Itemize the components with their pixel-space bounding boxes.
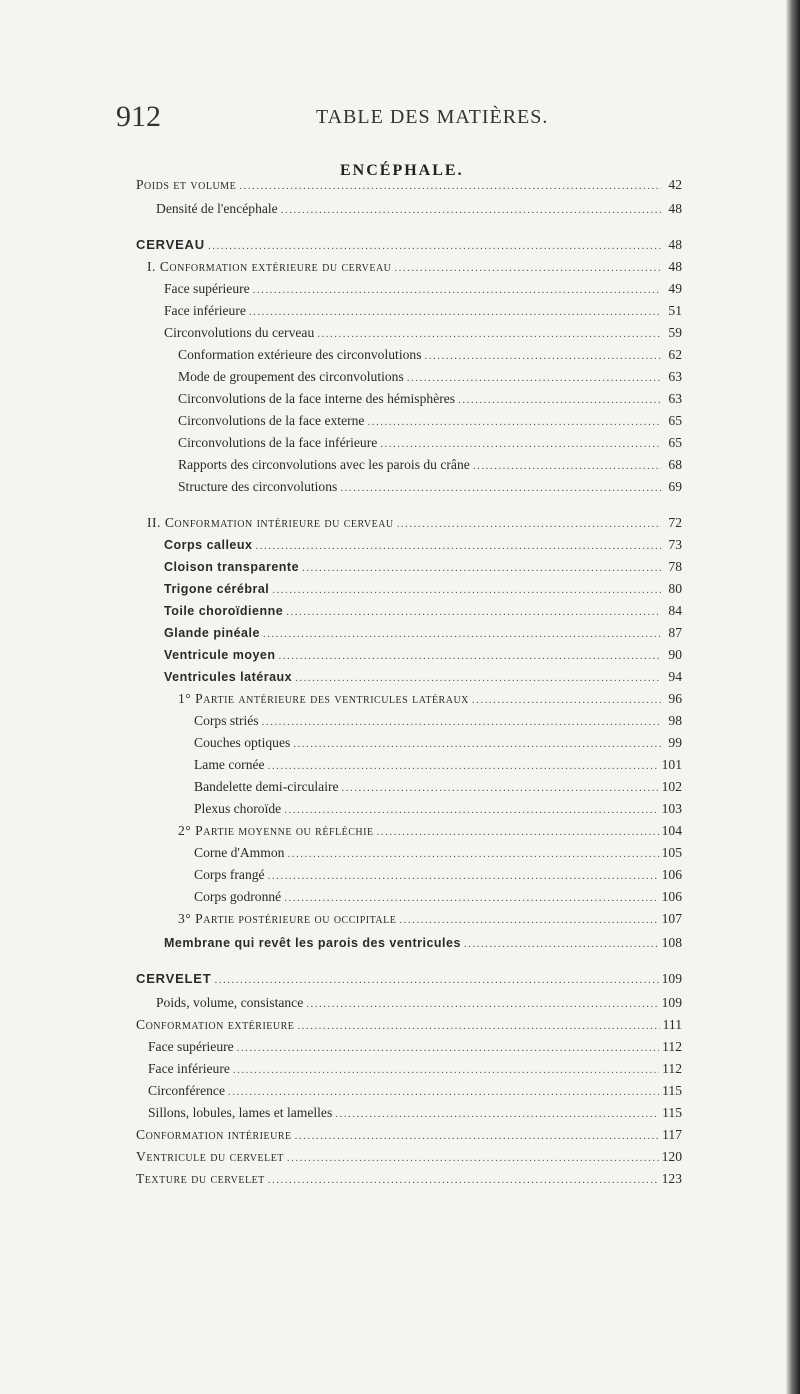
dot-leader xyxy=(239,177,661,195)
toc-entry-page: 103 xyxy=(661,801,682,816)
toc-entry xyxy=(178,456,682,475)
toc-entry-page: 63 xyxy=(668,369,682,384)
toc-entry xyxy=(194,888,682,907)
toc-entry-page: 62 xyxy=(668,347,682,362)
toc-entry-label: Densité de l'encéphale xyxy=(156,201,278,216)
toc-entry-page: 49 xyxy=(668,281,682,296)
toc-entry xyxy=(178,368,682,387)
toc-entry-page: 106 xyxy=(661,867,682,882)
dot-leader xyxy=(340,479,661,497)
toc-entry-page: 90 xyxy=(668,647,682,662)
toc-entry-page: 117 xyxy=(662,1127,682,1142)
toc-entry-label: Structure des circonvolutions xyxy=(178,479,338,494)
toc-entry-label: Trigone cérébral xyxy=(164,582,270,596)
dot-leader xyxy=(279,647,661,665)
toc-entry-page: 65 xyxy=(668,435,682,450)
toc-entry xyxy=(178,822,682,841)
dot-leader xyxy=(293,735,661,753)
toc-entry-cerveau xyxy=(136,236,682,255)
dot-leader xyxy=(407,369,661,387)
toc-entry-label: Face supérieure xyxy=(164,281,250,296)
toc-entry xyxy=(178,690,682,709)
dot-leader xyxy=(302,559,661,577)
dot-leader xyxy=(268,867,659,885)
toc-entry-page: 78 xyxy=(668,559,682,574)
page-edge-shadow xyxy=(786,0,800,1394)
toc-entry xyxy=(136,1148,682,1167)
toc-entry xyxy=(194,734,682,753)
toc-entry xyxy=(178,346,682,365)
toc-entry-label: 3° Partie postérieure ou occipitale xyxy=(178,911,397,926)
toc-entry xyxy=(178,390,682,409)
toc-entry-label: CERVEAU xyxy=(136,237,205,252)
toc-entry-label: Circonvolutions de la face externe xyxy=(178,413,365,428)
toc-entry xyxy=(178,412,682,431)
toc-entry-page: 106 xyxy=(661,889,682,904)
dot-leader xyxy=(284,801,658,819)
dot-leader xyxy=(262,713,661,731)
toc-entry xyxy=(156,994,682,1013)
toc-entry-page: 98 xyxy=(668,713,682,728)
toc-entry xyxy=(164,302,682,321)
toc-entry-label: Toile choroïdienne xyxy=(164,604,284,618)
toc-entry-cervelet xyxy=(136,970,682,989)
dot-leader xyxy=(377,823,659,841)
dot-leader xyxy=(295,669,661,687)
toc-entry-page: 109 xyxy=(661,971,682,986)
page-number: 912 xyxy=(116,100,161,133)
toc-entry xyxy=(164,602,682,621)
toc-entry-label: Conformation extérieure des circonvolutions xyxy=(178,347,422,362)
toc-entry-label: Corps godronné xyxy=(194,889,282,904)
toc-entry xyxy=(178,910,682,929)
dot-leader xyxy=(399,911,658,929)
dot-leader xyxy=(342,779,659,797)
toc-entry-label: Couches optiques xyxy=(194,735,291,750)
toc-entry-page: 111 xyxy=(662,1017,682,1032)
toc-entry-densite xyxy=(156,200,682,219)
toc-entry xyxy=(178,478,682,497)
dot-leader xyxy=(472,691,661,709)
dot-leader xyxy=(287,845,658,863)
dot-leader xyxy=(458,391,661,409)
toc-entry xyxy=(164,324,682,343)
dot-leader xyxy=(287,1149,659,1167)
toc-entry xyxy=(136,1126,682,1145)
toc-entry xyxy=(194,866,682,885)
toc-entry-page: 104 xyxy=(661,823,682,838)
toc-entry xyxy=(194,778,682,797)
toc-entry-page: 63 xyxy=(668,391,682,406)
dot-leader xyxy=(237,1039,659,1057)
toc-entry-page: 120 xyxy=(661,1149,682,1164)
toc-entry-label: Ventricule moyen xyxy=(164,648,276,662)
toc-entry-label: Poids, volume, consistance xyxy=(156,995,304,1010)
toc-entry xyxy=(194,756,682,775)
dot-leader xyxy=(295,1127,659,1145)
dot-leader xyxy=(255,537,661,555)
toc-entry-page: 109 xyxy=(661,995,682,1010)
toc-entry-label: Bandelette demi-circulaire xyxy=(194,779,339,794)
toc-entry-label: Mode de groupement des circonvolutions xyxy=(178,369,404,384)
toc-entry-page: 59 xyxy=(668,325,682,340)
toc-entry-page: 96 xyxy=(668,691,682,706)
toc-entry-page: 72 xyxy=(668,515,682,530)
toc-entry-label: Plexus choroïde xyxy=(194,801,282,816)
dot-leader xyxy=(268,1171,659,1189)
toc-entry-page: 105 xyxy=(661,845,682,860)
toc-entry-page: 65 xyxy=(668,413,682,428)
toc-entry xyxy=(194,844,682,863)
dot-leader xyxy=(380,435,661,453)
toc-entry xyxy=(164,280,682,299)
toc-entry-label: Texture du cervelet xyxy=(136,1171,265,1186)
toc-entry xyxy=(164,624,682,643)
toc-entry-label: Lame cornée xyxy=(194,757,265,772)
toc-entry-label: Circonvolutions de la face inférieure xyxy=(178,435,378,450)
dot-leader xyxy=(286,603,661,621)
toc-entry-label: Face supérieure xyxy=(148,1039,234,1054)
dot-leader xyxy=(425,347,662,365)
toc-entry-label: Circonférence xyxy=(148,1083,225,1098)
toc-entry xyxy=(136,1016,682,1035)
dot-leader xyxy=(306,995,658,1013)
dot-leader xyxy=(297,1017,659,1035)
toc-entry-page: 115 xyxy=(662,1083,682,1098)
toc-entry xyxy=(164,536,682,555)
toc-entry-conformation-interieure xyxy=(147,514,682,533)
toc-entry xyxy=(178,434,682,453)
toc-entry-page: 48 xyxy=(668,201,682,216)
dot-leader xyxy=(473,457,661,475)
dot-leader xyxy=(215,971,659,989)
toc-entry-page: 48 xyxy=(668,237,682,252)
toc-entry xyxy=(164,646,682,665)
dot-leader xyxy=(228,1083,659,1101)
dot-leader xyxy=(272,581,661,599)
toc-entry-page: 108 xyxy=(661,935,682,950)
toc-entry xyxy=(148,1038,682,1057)
toc-entry-label: Glande pinéale xyxy=(164,626,260,640)
toc-entry xyxy=(148,1082,682,1101)
toc-entry-page: 48 xyxy=(668,259,682,274)
dot-leader xyxy=(464,935,659,953)
toc-entry-page: 51 xyxy=(668,303,682,318)
toc-entry-page: 112 xyxy=(662,1061,682,1076)
dot-leader xyxy=(335,1105,659,1123)
toc-entry-label: Circonvolutions du cerveau xyxy=(164,325,315,340)
dot-leader xyxy=(367,413,661,431)
toc-entry xyxy=(164,668,682,687)
toc-entry xyxy=(164,934,682,953)
dot-leader xyxy=(281,201,661,219)
dot-leader xyxy=(208,237,661,255)
toc-entry-page: 107 xyxy=(661,911,682,926)
toc-entry-page: 69 xyxy=(668,479,682,494)
toc-entry-page: 42 xyxy=(668,177,682,192)
dot-leader xyxy=(284,889,658,907)
toc-entry-page: 73 xyxy=(668,537,682,552)
dot-leader xyxy=(317,325,661,343)
toc-entry xyxy=(148,1104,682,1123)
toc-entry-label: II. Conformation intérieure du cerveau xyxy=(147,515,394,530)
toc-entry-page: 94 xyxy=(668,669,682,684)
toc-entry-poids-volume xyxy=(136,176,682,195)
running-title: TABLE DES MATIÈRES. xyxy=(316,106,549,128)
toc-entry-label: Conformation intérieure xyxy=(136,1127,292,1142)
toc-entry xyxy=(194,712,682,731)
toc-entry-label: Membrane qui revêt les parois des ventricules xyxy=(164,936,461,950)
toc-entry-label: CERVELET xyxy=(136,971,212,986)
toc-entry-page: 123 xyxy=(661,1171,682,1186)
toc-entry-label: 1° Partie antérieure des ventricules latéraux xyxy=(178,691,469,706)
toc-entry-page: 68 xyxy=(668,457,682,472)
toc-entry-label: Corps striés xyxy=(194,713,259,728)
toc-entry-label: Poids et volume xyxy=(136,177,237,192)
toc-entry-label: Conformation extérieure xyxy=(136,1017,295,1032)
dot-leader xyxy=(253,281,661,299)
toc-entry-label: 2° Partie moyenne ou réfléchie xyxy=(178,823,374,838)
section-title: ENCÉPHALE. xyxy=(340,162,464,179)
toc-entry-page: 115 xyxy=(662,1105,682,1120)
toc-entry-label: Ventricule du cervelet xyxy=(136,1149,284,1164)
dot-leader xyxy=(233,1061,659,1079)
toc-entry-label: I. Conformation extérieure du cerveau xyxy=(147,259,392,274)
toc-entry-page: 87 xyxy=(668,625,682,640)
toc-entry-page: 99 xyxy=(668,735,682,750)
toc-entry-label: Face inférieure xyxy=(164,303,246,318)
toc-entry-page: 101 xyxy=(661,757,682,772)
toc-entry-label: Corps calleux xyxy=(164,538,253,552)
dot-leader xyxy=(397,515,661,533)
toc-entry xyxy=(148,1060,682,1079)
toc-entry-label: Corne d'Ammon xyxy=(194,845,285,860)
toc-entry xyxy=(136,1170,682,1189)
dot-leader xyxy=(249,303,661,321)
toc-entry-label: Rapports des circonvolutions avec les parois du crâne xyxy=(178,457,470,472)
toc-entry-page: 102 xyxy=(661,779,682,794)
toc-entry-label: Corps frangé xyxy=(194,867,265,882)
toc-entry-label: Sillons, lobules, lames et lamelles xyxy=(148,1105,333,1120)
dot-leader xyxy=(394,259,661,277)
toc-entry xyxy=(164,580,682,599)
toc-entry xyxy=(164,558,682,577)
toc-entry-conformation-exterieure xyxy=(147,258,682,277)
dot-leader xyxy=(268,757,659,775)
toc-entry-label: Cloison transparente xyxy=(164,560,300,574)
toc-entry-label: Circonvolutions de la face interne des hémisphères xyxy=(178,391,456,406)
toc-entry-label: Ventricules latéraux xyxy=(164,670,293,684)
toc-entry-page: 80 xyxy=(668,581,682,596)
dot-leader xyxy=(263,625,661,643)
toc-entry-label: Face inférieure xyxy=(148,1061,230,1076)
toc-entry-page: 112 xyxy=(662,1039,682,1054)
toc-entry-page: 84 xyxy=(668,603,682,618)
toc-entry xyxy=(194,800,682,819)
